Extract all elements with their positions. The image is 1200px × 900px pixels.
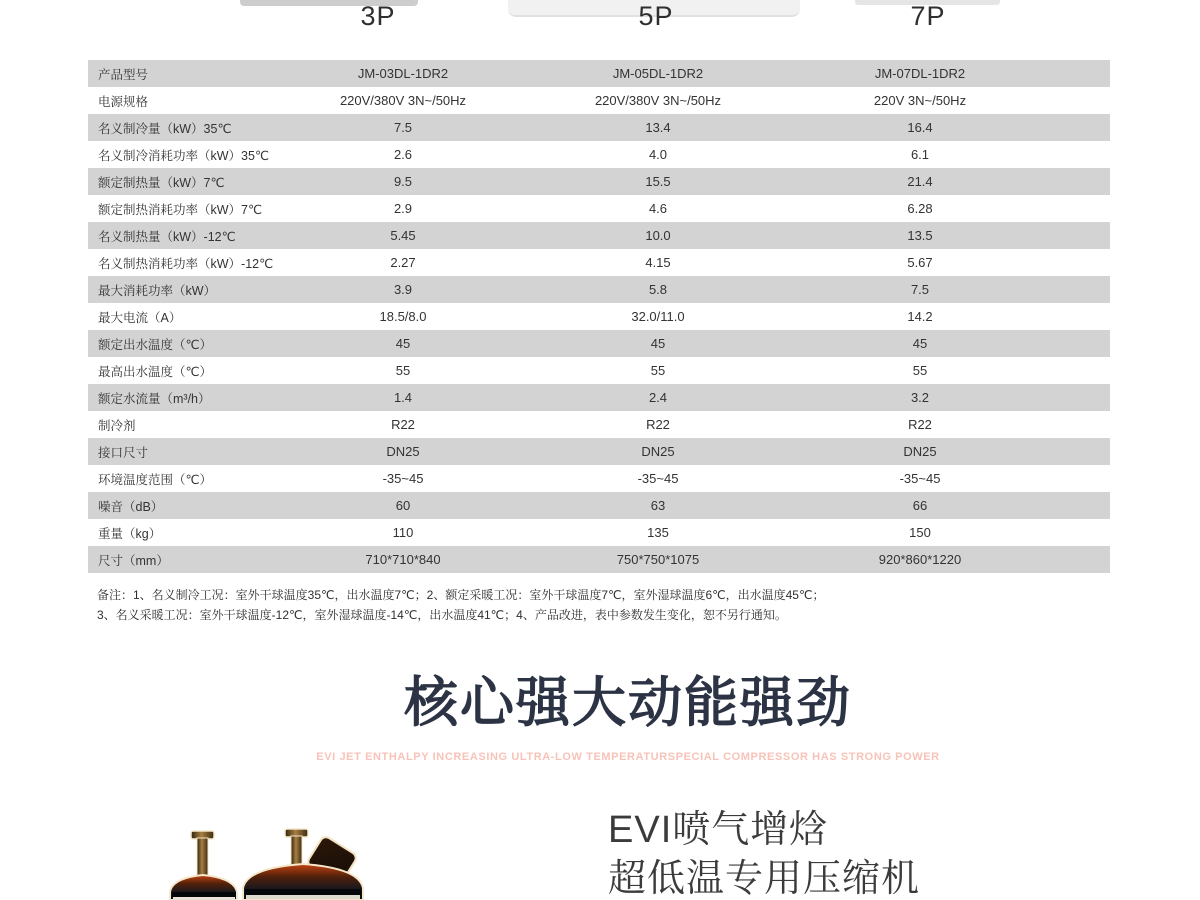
spec-value: JM-05DL-1DR2 <box>612 66 704 81</box>
table-row <box>88 384 1110 411</box>
compressor-left <box>170 831 237 900</box>
evi-compressors-photo <box>165 826 475 900</box>
table-row <box>88 465 1110 492</box>
spec-value: 3.9 <box>393 282 413 297</box>
spec-value: 45 <box>650 336 666 351</box>
spec-value: 7.5 <box>393 120 413 135</box>
spec-value: 2.27 <box>390 255 416 270</box>
spec-value: 110 <box>392 525 414 540</box>
section-title: 核心强大动能强劲 <box>404 673 852 733</box>
table-row <box>88 546 1110 573</box>
spec-value: 2.6 <box>393 147 413 162</box>
spec-value: 135 <box>647 525 669 540</box>
spec-value: 45 <box>395 336 411 351</box>
spec-label: 重量（kg） <box>98 526 162 541</box>
spec-label: 接口尺寸 <box>98 445 149 460</box>
spec-value: 7.5 <box>910 282 930 297</box>
spec-value: DN25 <box>903 444 937 459</box>
spec-value: JM-03DL-1DR2 <box>357 66 449 81</box>
note-line-1: 备注：1、名义制冷工况：室外干球温度35℃，出水温度7℃；2、额定采暖工况：室外干球温度7℃，室外湿球温度6℃，出水温度45℃； <box>97 588 825 602</box>
spec-value: 5.8 <box>648 282 668 297</box>
feature-line-1: EVI喷气增焓 <box>608 809 829 851</box>
spec-value: 16.4 <box>907 120 933 135</box>
spec-value: -35~45 <box>899 471 941 486</box>
spec-label: 产品型号 <box>98 67 149 82</box>
spec-value: 4.15 <box>645 255 671 270</box>
spec-label: 额定水流量（m³/h） <box>98 391 211 406</box>
spec-label: 尺寸（mm） <box>98 553 169 568</box>
spec-value: JM-07DL-1DR2 <box>874 66 966 81</box>
spec-value: 60 <box>395 498 411 513</box>
spec-label: 环境温度范围（℃） <box>98 472 213 487</box>
spec-value: R22 <box>908 417 932 432</box>
spec-value: 13.5 <box>907 228 933 243</box>
spec-value: 45 <box>912 336 928 351</box>
spec-value: 5.45 <box>390 228 416 243</box>
spec-value: 920*860*1220 <box>878 552 962 567</box>
spec-label: 最大消耗功率（kW） <box>98 283 217 298</box>
spec-value: 1.4 <box>393 390 413 405</box>
spec-value: 66 <box>912 498 928 513</box>
spec-value: DN25 <box>641 444 675 459</box>
spec-value: 5.67 <box>907 255 933 270</box>
spec-value: R22 <box>391 417 415 432</box>
table-row <box>88 492 1110 519</box>
spec-value: 2.9 <box>393 201 413 216</box>
spec-value: 10.0 <box>645 228 671 243</box>
section-subtitle: EVI JET ENTHALPY INCREASING ULTRA-LOW TEMPERATURSPECIAL COMPRESSOR HAS STRONG POWER <box>316 751 940 763</box>
spec-value: 6.28 <box>907 201 933 216</box>
model-label-7p: 7P <box>910 1 946 31</box>
table-notes <box>97 585 824 625</box>
feature-text-block <box>608 806 920 900</box>
spec-value: 32.0/11.0 <box>631 309 685 324</box>
spec-value: R22 <box>646 417 670 432</box>
spec-value: 220V 3N~/50Hz <box>873 93 967 108</box>
spec-label: 名义制冷消耗功率（kW）35℃ <box>98 148 269 163</box>
spec-table <box>88 60 1110 573</box>
compressor-right <box>243 829 363 900</box>
spec-value: 4.6 <box>648 201 668 216</box>
table-row <box>88 519 1110 546</box>
table-row <box>88 87 1110 114</box>
model-label-5p: 5P <box>638 1 674 31</box>
spec-label: 额定制热量（kW）7℃ <box>98 175 225 190</box>
spec-value: 55 <box>912 363 928 378</box>
spec-value: -35~45 <box>637 471 679 486</box>
spec-value: 220V/380V 3N~/50Hz <box>594 93 722 108</box>
table-row <box>88 438 1110 465</box>
spec-value: 220V/380V 3N~/50Hz <box>339 93 467 108</box>
spec-value: DN25 <box>386 444 420 459</box>
spec-value: 150 <box>909 525 931 540</box>
spec-value: 18.5/8.0 <box>379 309 427 324</box>
table-row <box>88 303 1110 330</box>
spec-value: 750*750*1075 <box>616 552 700 567</box>
spec-value: 3.2 <box>910 390 930 405</box>
spec-label: 电源规格 <box>98 94 149 109</box>
table-row <box>88 141 1110 168</box>
spec-value: 6.1 <box>910 147 930 162</box>
spec-value: 15.5 <box>645 174 671 189</box>
spec-label: 名义制热消耗功率（kW）-12℃ <box>98 256 274 271</box>
spec-table-body <box>88 60 1110 573</box>
model-label-3p: 3P <box>360 1 396 31</box>
spec-value: 14.2 <box>907 309 933 324</box>
table-row <box>88 411 1110 438</box>
table-row <box>88 357 1110 384</box>
feature-line-2: 超低温专用压缩机 <box>608 858 921 900</box>
spec-value: 55 <box>650 363 666 378</box>
spec-value: 63 <box>650 498 666 513</box>
spec-label: 最高出水温度（℃） <box>98 364 213 379</box>
spec-label: 名义制热量（kW）-12℃ <box>98 229 236 244</box>
table-row <box>88 249 1110 276</box>
table-row <box>88 60 1110 87</box>
spec-label: 噪音（dB） <box>98 499 164 514</box>
spec-value: 21.4 <box>907 174 933 189</box>
table-row <box>88 330 1110 357</box>
spec-value: 2.4 <box>648 390 668 405</box>
note-line-2: 3、名义采暖工况：室外干球温度-12℃，室外湿球温度-14℃，出水温度41℃；4、产品改进，表中参数发生变化，恕不另行通知。 <box>97 608 787 622</box>
spec-label: 额定制热消耗功率（kW）7℃ <box>98 202 263 217</box>
table-row <box>88 195 1110 222</box>
spec-label: 额定出水温度（℃） <box>98 337 213 352</box>
table-row <box>88 222 1110 249</box>
table-row <box>88 276 1110 303</box>
spec-value: 55 <box>395 363 411 378</box>
spec-value: -35~45 <box>382 471 424 486</box>
spec-label: 最大电流（A） <box>98 310 182 325</box>
spec-label: 制冷剂 <box>98 418 136 433</box>
table-row <box>88 168 1110 195</box>
spec-value: 9.5 <box>393 174 413 189</box>
spec-label: 名义制冷量（kW）35℃ <box>98 121 232 136</box>
table-row <box>88 114 1110 141</box>
spec-value: 4.0 <box>648 147 668 162</box>
spec-value: 13.4 <box>645 120 671 135</box>
spec-value: 710*710*840 <box>365 552 441 567</box>
